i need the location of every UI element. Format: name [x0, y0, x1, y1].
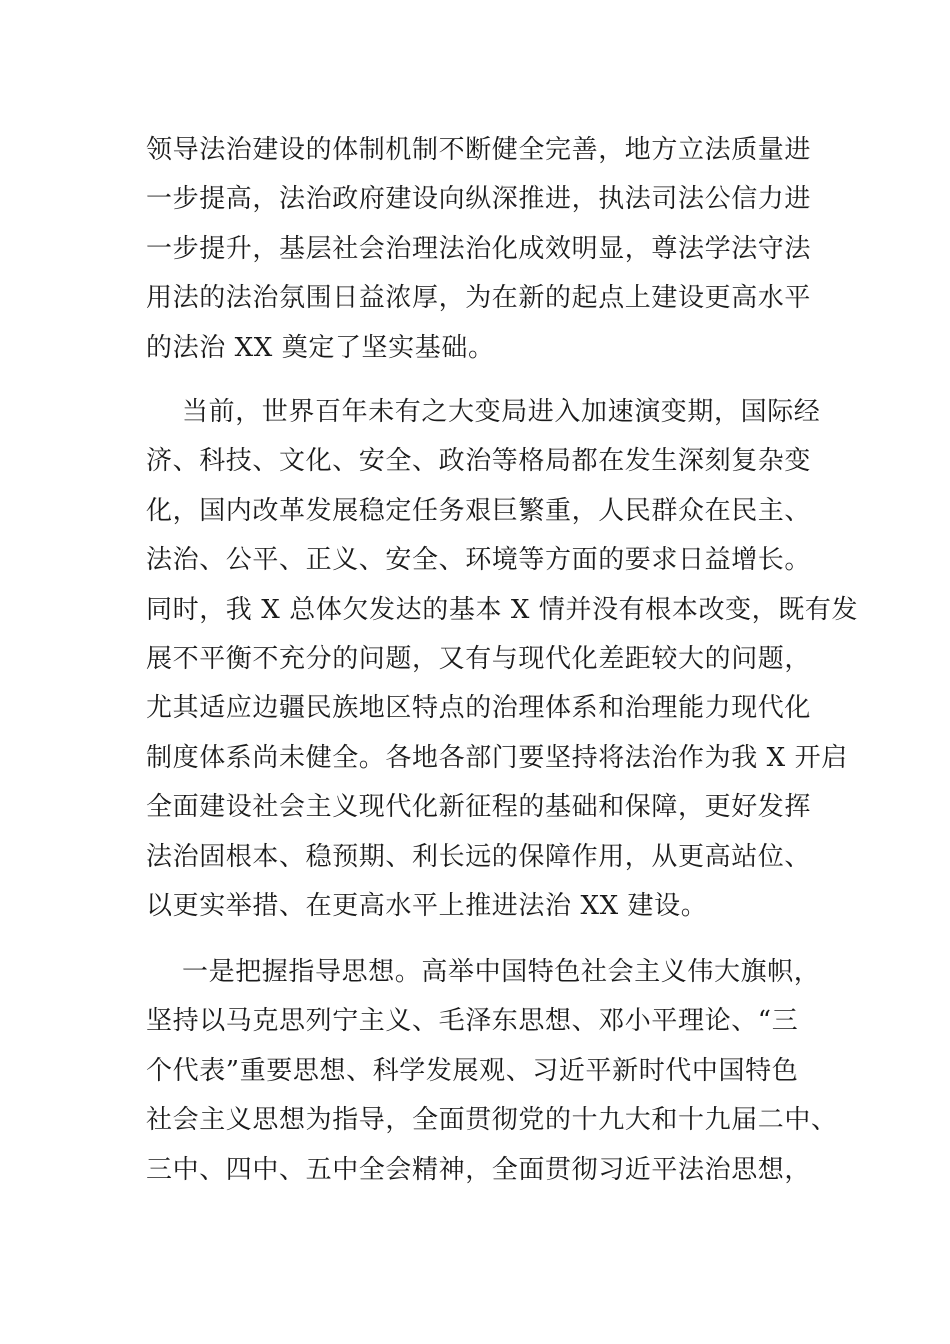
paragraph-line: 坚持以马克思列宁主义、毛泽东思想、邓小平理论、“三: [146, 1006, 799, 1036]
paragraph-line: 一步提高，法治政府建设向纵深推进，执法司法公信力进: [146, 184, 812, 214]
paragraph-line: 法治固根本、稳预期、利长远的保障作用，从更高站位、: [146, 842, 812, 872]
paragraph-line: 用法的法治氛围日益浓厚，为在新的起点上建设更高水平: [146, 283, 812, 313]
paragraph-line: 以更实举措、在更高水平上推进法治 XX 建设。: [146, 891, 708, 921]
paragraph-line: 当前，世界百年未有之大变局进入加速演变期，国际经: [182, 397, 821, 427]
paragraph-line: 济、科技、文化、安全、政治等格局都在发生深刻复杂变: [146, 446, 812, 476]
paragraph-line: 个代表”重要思想、科学发展观、习近平新时代中国特色: [146, 1056, 799, 1086]
paragraph-line: 一是把握指导思想。高举中国特色社会主义伟大旗帜，: [182, 957, 821, 987]
paragraph-line: 展不平衡不充分的问题，又有与现代化差距较大的问题，: [146, 644, 812, 674]
paragraph-line: 一步提升，基层社会治理法治化成效明显，尊法学法守法: [146, 234, 812, 264]
paragraph-line: 社会主义思想为指导，全面贯彻党的十九大和十九届二中、: [146, 1105, 838, 1135]
paragraph-line: 法治、公平、正义、安全、环境等方面的要求日益增长。: [146, 545, 812, 575]
paragraph-line: 的法治 XX 奠定了坚实基础。: [146, 333, 495, 363]
paragraph-line: 化，国内改革发展稳定任务艰巨繁重，人民群众在民主、: [146, 496, 812, 526]
paragraph-line: 领导法治建设的体制机制不断健全完善，地方立法质量进: [146, 135, 812, 165]
paragraph-line: 尤其适应边疆民族地区特点的治理体系和治理能力现代化: [146, 693, 812, 723]
paragraph-line: 制度体系尚未健全。各地各部门要坚持将法治作为我 X 开启: [146, 743, 848, 773]
paragraph-line: 三中、四中、五中全会精神，全面贯彻习近平法治思想，: [146, 1155, 812, 1185]
paragraph-line: 全面建设社会主义现代化新征程的基础和保障，更好发挥: [146, 792, 812, 822]
paragraph-line: 同时，我 X 总体欠发达的基本 X 情并没有根本改变，既有发: [146, 595, 859, 625]
